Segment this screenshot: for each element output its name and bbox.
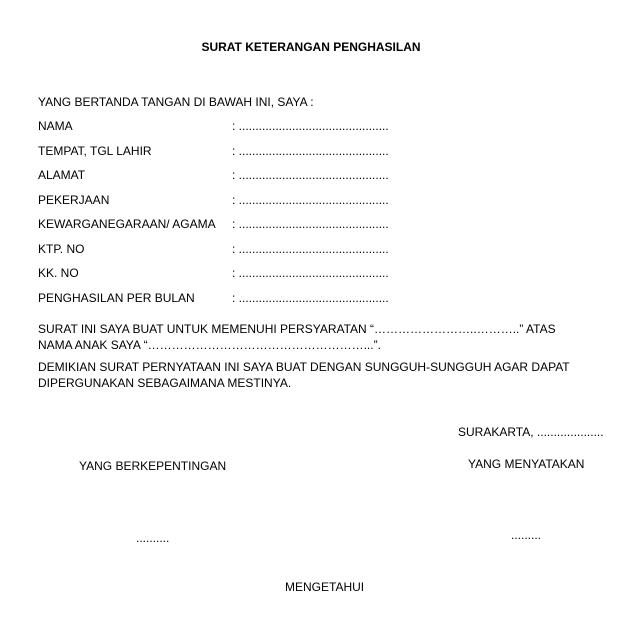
signatory-right-label: YANG MENYATAKAN <box>468 457 585 471</box>
closing-paragraph-line-2: DIPERGUNAKAN SEBAGAIMANA MESTINYA. <box>38 376 292 390</box>
signature-left-name: .......... <box>136 531 170 545</box>
field-label: KEWARGANEGARAAN/ AGAMA <box>38 217 216 231</box>
acknowledged-label: MENGETAHUI <box>285 580 365 594</box>
field-label: PENGHASILAN PER BULAN <box>38 290 195 305</box>
place-and-date: SURAKARTA, .................... <box>458 425 604 439</box>
field-label: KTP. NO <box>38 241 85 256</box>
field-value: : ............................................. <box>232 241 389 256</box>
field-value: : ............................................. <box>232 143 389 158</box>
closing-paragraph-line-1: DEMIKIAN SURAT PERNYATAAN INI SAYA BUAT DENGAN SUNGGUH-SUNGGUH AGAR DAPAT <box>38 360 570 374</box>
field-value: : ............................................. <box>232 290 389 305</box>
field-value: : ............................................. <box>232 119 389 133</box>
field-label: PEKERJAAN <box>38 192 110 207</box>
field-value: : ............................................. <box>232 266 389 280</box>
intro-text: YANG BERTANDA TANGAN DI BAWAH INI, SAYA : <box>38 95 314 109</box>
field-value: : ............................................. <box>232 168 389 182</box>
field-label: ALAMAT <box>38 168 86 182</box>
purpose-paragraph-line-1: SURAT INI SAYA BUAT UNTUK MEMENUHI PERSYARATAN “……………………..………..” ATAS <box>38 322 556 336</box>
field-label: KK. NO <box>38 266 79 280</box>
field-value: : ............................................. <box>232 217 389 231</box>
signatory-left-label: YANG BERKEPENTINGAN <box>79 459 227 473</box>
document-title: SURAT KETERANGAN PENGHASILAN <box>201 40 421 54</box>
field-value: : ............................................. <box>232 192 389 207</box>
field-label: NAMA <box>38 119 73 133</box>
signature-right-name: ......... <box>511 528 542 542</box>
field-label: TEMPAT, TGL LAHIR <box>38 143 152 158</box>
purpose-paragraph-line-2: NAMA ANAK SAYA “………………………………………………...”. <box>38 338 381 352</box>
